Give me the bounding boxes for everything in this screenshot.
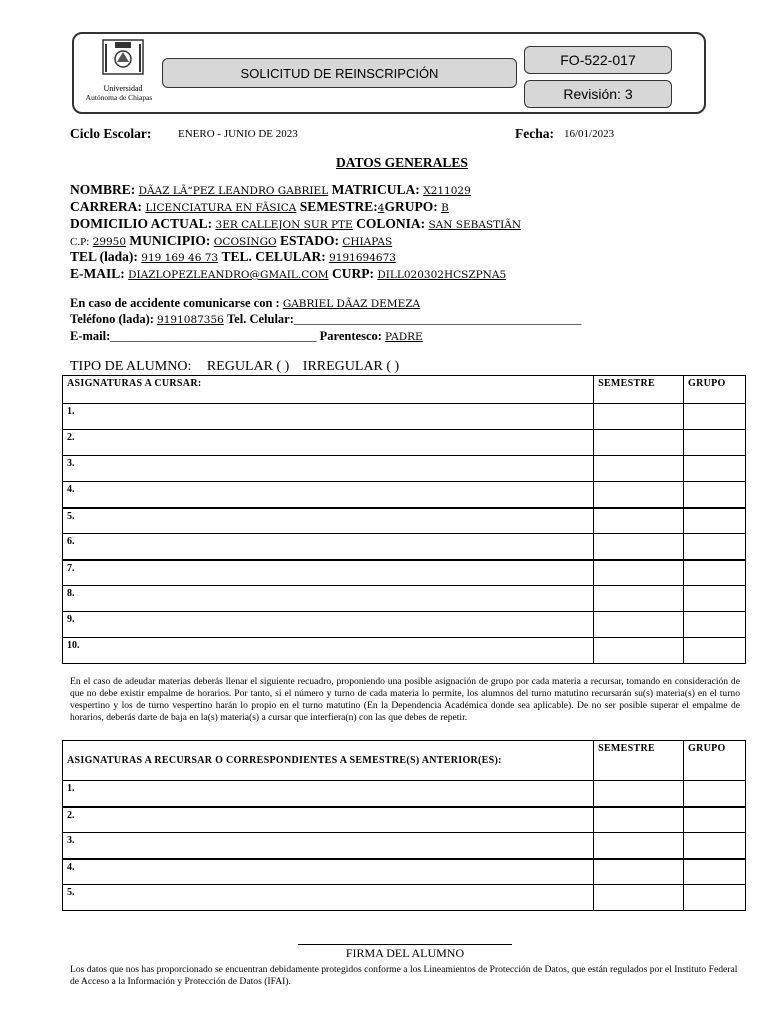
table-row [63, 859, 746, 885]
municipio-label: MUNICIPIO: [129, 233, 211, 248]
privacy-notice: Los datos que nos has proporcionado se encuentran debidamente protegidos conforme a los Lineamientos de Protección de Datos, que están regulados por el Instituto Federal de Acceso a la Información y Protección de Datos (IFAI). [70, 964, 738, 987]
subject-cell[interactable]: 2. [63, 430, 594, 456]
semestre-cell[interactable] [594, 612, 684, 638]
parentesco-label: Parentesco: [319, 329, 382, 343]
grupo-header: GRUPO [684, 376, 746, 404]
recourse-table-header [63, 741, 746, 781]
grupo-cell[interactable] [684, 430, 746, 456]
table-row [63, 638, 746, 664]
recourse-grupo-cell[interactable] [684, 859, 746, 885]
student-type-regular[interactable]: REGULAR ( ) [206, 359, 290, 374]
semestre-cell[interactable] [594, 638, 684, 664]
student-type-label: TIPO DE ALUMNO: [70, 359, 192, 374]
subject-cell[interactable]: 6. [63, 534, 594, 560]
grupo-value: B [441, 202, 449, 214]
emergency-contact-value: GABRIEL DÃAZ DEMEZA [282, 298, 421, 310]
cp-label: C.P: [70, 236, 90, 248]
grupo-cell[interactable] [684, 482, 746, 508]
grupo-cell[interactable] [684, 534, 746, 560]
subject-cell[interactable]: 9. [63, 612, 594, 638]
table-row [63, 560, 746, 586]
matricula-value: X211029 [423, 185, 471, 197]
table-row [63, 612, 746, 638]
recourse-semestre-cell[interactable] [594, 885, 684, 911]
email-label: E-MAIL: [70, 266, 125, 281]
form-code: FO-522-017 [524, 46, 672, 74]
semestre-cell[interactable] [594, 534, 684, 560]
grupo-cell[interactable] [684, 638, 746, 664]
matricula-label: MATRICULA: [331, 182, 420, 197]
grupo-label: GRUPO: [384, 199, 438, 214]
table-row [63, 833, 746, 859]
semestre-cell[interactable] [594, 456, 684, 482]
row-carrera [70, 199, 449, 215]
emergency-celular-label: Tel. Celular: [226, 312, 294, 326]
subject-cell[interactable]: 7. [63, 560, 594, 586]
estado-value: CHIAPAS [342, 236, 393, 248]
cp-value: 29950 [92, 236, 127, 248]
emergency-celular-blank: ______________________________________________ [293, 312, 582, 326]
section-title: DATOS GENERALES [336, 155, 468, 170]
row-nombre [70, 182, 471, 198]
grupo-cell[interactable] [684, 508, 746, 534]
curp-value: DILL020302HCSZPNA5 [377, 269, 507, 281]
semestre-cell[interactable] [594, 508, 684, 534]
table-row [63, 534, 746, 560]
row-emergency-contact [70, 296, 420, 311]
recourse-semestre-cell[interactable] [594, 833, 684, 859]
semestre-cell[interactable] [594, 560, 684, 586]
emergency-tel-value: 9191087356 [157, 314, 224, 326]
cycle-label: Ciclo Escolar: [70, 126, 152, 141]
recourse-subject-cell[interactable]: 4. [63, 859, 594, 885]
parentesco-value: PADRE [385, 331, 423, 343]
semestre-value: 4 [377, 202, 385, 214]
subject-cell[interactable]: 5. [63, 508, 594, 534]
celular-label: TEL. CELULAR: [221, 249, 326, 264]
subject-cell[interactable]: 4. [63, 482, 594, 508]
revision-label: Revisión: 3 [524, 80, 672, 108]
subjects-header: ASIGNATURAS A CURSAR: [63, 376, 594, 404]
grupo-cell[interactable] [684, 560, 746, 586]
row-emergency-email [70, 329, 423, 344]
date-value: 16/01/2023 [564, 128, 615, 140]
emergency-email-blank: _________________________________ [110, 329, 317, 343]
instructions-note: En el caso de adeudar materias deberás llenar el siguiente recuadro, proponiendo una posible asignación de grupo por cada materia a recursar, tomando en consideración de que no debe existir empalme de horarios. Por tanto, si el número y turno de cada materia lo permite, los alumnos del turno matutino recursarán su(s) materia(s) en el turno vespertino y los de turno vespertino harán lo propio en el turno matutino (En la Dependencia Académica donde sea aplicable). De no ser posible superar el empalme de horarios, deberás darte de baja en la(s) materia(s) a cursar que interfiera(n) con las que debes de repetir. [70, 676, 740, 723]
university-logo [78, 38, 168, 110]
table-row [63, 404, 746, 430]
recourse-semestre-header: SEMESTRE [594, 741, 684, 781]
domicilio-value: 3ER CALLEJON SUR PTE [215, 219, 353, 231]
email-value: DIAZLOPEZLEANDRO@GMAIL.COM [128, 269, 329, 281]
emergency-contact-label: En caso de accidente comunicarse con : [70, 296, 280, 310]
signature-label: FIRMA DEL ALUMNO [345, 946, 465, 960]
subject-cell[interactable]: 10. [63, 638, 594, 664]
row-email [70, 266, 506, 282]
emergency-email-label: E-mail: [70, 329, 111, 343]
semestre-cell[interactable] [594, 586, 684, 612]
semestre-cell[interactable] [594, 430, 684, 456]
recourse-subject-cell[interactable]: 3. [63, 833, 594, 859]
cycle-value: ENERO - JUNIO DE 2023 [178, 128, 298, 140]
table-row [63, 781, 746, 807]
celular-value: 9191694673 [329, 252, 396, 264]
row-cp [70, 233, 392, 249]
grupo-cell[interactable] [684, 404, 746, 430]
recourse-subject-cell[interactable]: 1. [63, 781, 594, 807]
grupo-cell[interactable] [684, 612, 746, 638]
domicilio-label: DOMICILIO ACTUAL: [70, 216, 213, 231]
recourse-subject-cell[interactable]: 5. [63, 885, 594, 911]
student-type-irregular[interactable]: IRREGULAR ( ) [302, 359, 400, 374]
signature-line[interactable] [298, 944, 512, 945]
document-title: SOLICITUD DE REINSCRIPCIÓN [162, 58, 517, 88]
colonia-value: SAN SEBASTIÃN [428, 219, 522, 231]
recourse-semestre-cell[interactable] [594, 859, 684, 885]
recourse-semestre-cell[interactable] [594, 781, 684, 807]
carrera-value: LICENCIATURA EN FÃSICA [145, 202, 297, 214]
semestre-cell[interactable] [594, 482, 684, 508]
tel-label: TEL (lada): [70, 249, 138, 264]
carrera-label: CARRERA: [70, 199, 142, 214]
curp-label: CURP: [331, 266, 374, 281]
table-row [63, 508, 746, 534]
row-emergency-tel [70, 312, 581, 327]
university-seal-icon [101, 38, 145, 78]
table-row [63, 456, 746, 482]
semestre-cell[interactable] [594, 404, 684, 430]
row-tel [70, 249, 396, 265]
table-row [63, 430, 746, 456]
table-row [63, 807, 746, 833]
grupo-cell[interactable] [684, 456, 746, 482]
recourse-subject-cell[interactable]: 2. [63, 807, 594, 833]
university-name-line1: Universidad [103, 84, 143, 93]
estado-label: ESTADO: [279, 233, 339, 248]
municipio-value: OCOSINGO [213, 236, 277, 248]
semestre-header: SEMESTRE [594, 376, 684, 404]
recourse-grupo-cell[interactable] [684, 885, 746, 911]
recourse-grupo-cell[interactable] [684, 807, 746, 833]
recourse-table [62, 740, 746, 911]
semestre-label: SEMESTRE: [299, 199, 378, 214]
table-row [63, 885, 746, 911]
recourse-semestre-cell[interactable] [594, 807, 684, 833]
subject-cell[interactable]: 3. [63, 456, 594, 482]
recourse-grupo-header: GRUPO [684, 741, 746, 781]
subject-cell[interactable]: 1. [63, 404, 594, 430]
subjects-table-header [63, 376, 746, 404]
recourse-subjects-header: ASIGNATURAS A RECURSAR O CORRESPONDIENTES A SEMESTRE(S) ANTERIOR(ES): [63, 741, 594, 781]
nombre-value: DÃAZ LÃ“PEZ LEANDRO GABRIEL [138, 185, 329, 197]
table-row [63, 586, 746, 612]
emergency-tel-label: Teléfono (lada): [70, 312, 154, 326]
table-row [63, 482, 746, 508]
row-domicilio [70, 216, 521, 232]
recourse-grupo-cell[interactable] [684, 781, 746, 807]
subjects-table [62, 375, 746, 664]
recourse-grupo-cell[interactable] [684, 833, 746, 859]
university-name-line2: Autónoma de Chiapas [85, 93, 153, 102]
colonia-label: COLONIA: [356, 216, 426, 231]
subject-cell[interactable]: 8. [63, 586, 594, 612]
tel-value: 919 169 46 73 [141, 252, 219, 264]
nombre-label: NOMBRE: [70, 182, 136, 197]
grupo-cell[interactable] [684, 586, 746, 612]
row-student-type [70, 359, 399, 375]
date-label: Fecha: [515, 126, 554, 141]
